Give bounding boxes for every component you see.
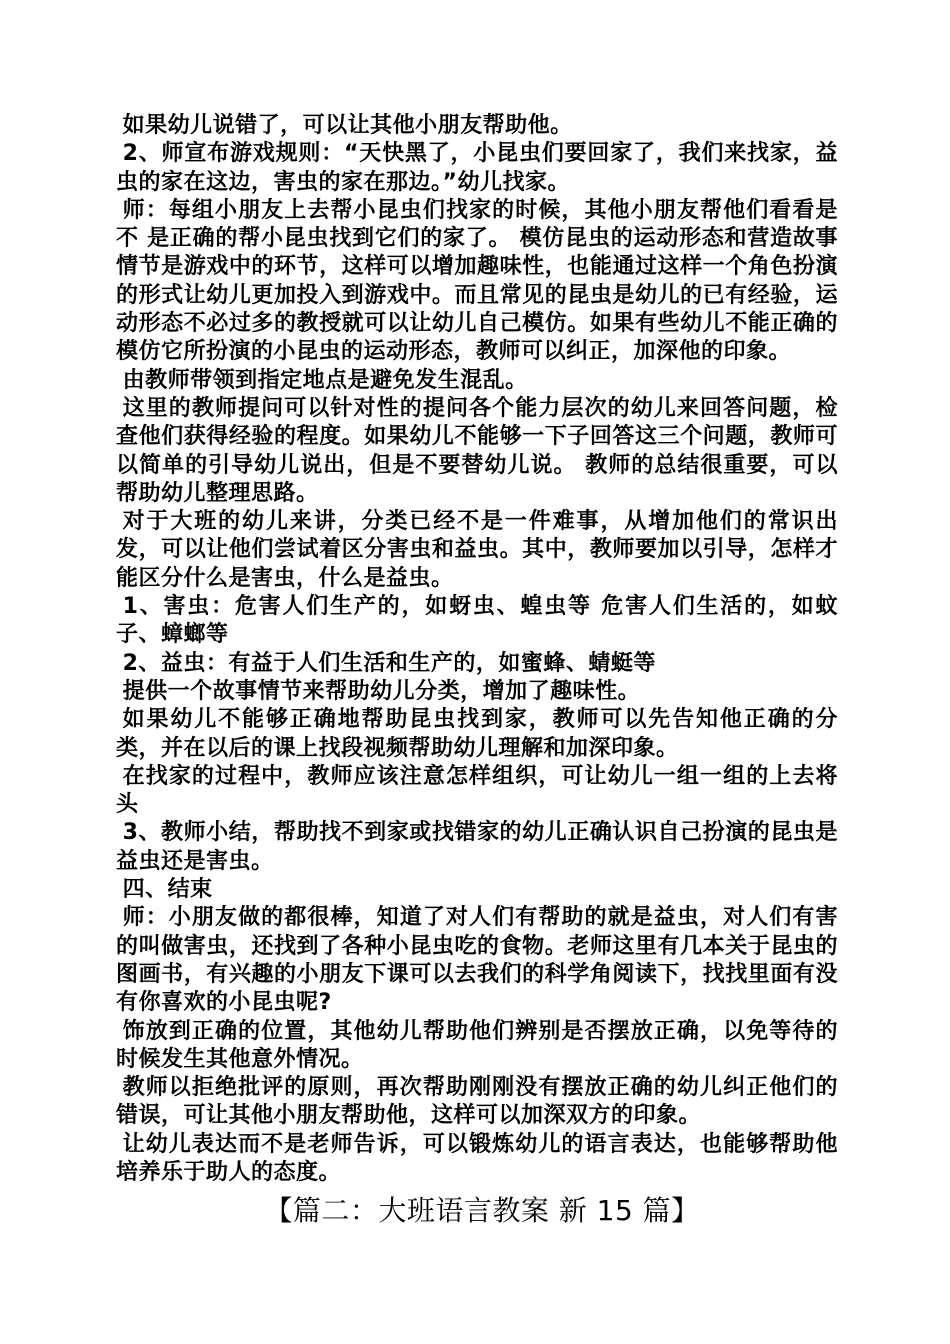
paragraph: 如果幼儿不能够正确地帮助昆虫找到家，教师可以先告知他正确的分类，并在以后的课上找段视频帮助幼儿理解和加深印象。	[116, 707, 838, 761]
paragraph: 这里的教师提问可以针对性的提问各个能力层次的幼儿来回答问题，检查他们获得经验的程度。如果幼儿不能够一下子回答这三个问题，教师可以简单的引导幼儿说出，但是不要替幼儿说。 教师的总结很重要，可以帮助幼儿整理思路。	[116, 395, 838, 506]
paragraph: 教师以拒绝批评的原则，再次帮助刚刚没有摆放正确的幼儿纠正他们的错误，可让其他小朋友帮助他，这样可以加深双方的印象。	[116, 1075, 838, 1129]
paragraph: 师：每组小朋友上去帮小昆虫们找家的时候，其他小朋友帮他们看看是不 是正确的帮小昆虫找到它们的家了。 模仿昆虫的运动形态和营造故事情节是游戏中的环节，这样可以增加趣味性，也能通过这样一个角色扮演的形式让幼儿更加投入到游戏中。而且常见的昆虫是幼儿的已有经验，运动形态不必过多的教授就可以让幼儿自己模仿。如果有些幼儿不能正确的模仿它所扮演的小昆虫的运动形态，教师可以纠正，加深他的印象。	[116, 197, 838, 365]
paragraph: 师：小朋友做的都很棒，知道了对人们有帮助的就是益虫，对人们有害的叫做害虫，还找到了各种小昆虫吃的食物。老师这里有几本关于昆虫的图画书，有兴趣的小朋友下课可以去我们的科学角阅读下，找找里面有没有你喜欢的小昆虫呢?	[116, 905, 838, 1016]
paragraph: 提供一个故事情节来帮助幼儿分类，增加了趣味性。	[122, 678, 641, 704]
paragraph: 如果幼儿说错了，可以让其他小朋友帮助他。	[122, 113, 573, 138]
paragraph: 2、师宣布游戏规则：“天快黑了，小昆虫们要回家了，我们来找家，益虫的家在这边，害虫的家在那边。”幼儿找家。	[116, 141, 838, 195]
paragraph: 由教师带领到指定地点是避免发生混乱。	[122, 367, 528, 393]
paragraph: 对于大班的幼儿来讲，分类已经不是一件难事，从增加他们的常识出发，可以让他们尝试着区分害虫和益虫。其中，教师要加以引导，怎样才能区分什么是害虫，什么是益虫。	[116, 509, 838, 591]
paragraph: 在找家的过程中，教师应该注意怎样组织，可让幼儿一组一组的上去将头	[116, 763, 838, 818]
document-body	[116, 112, 838, 1229]
paragraph: 3、教师小结，帮助找不到家或找错家的幼儿正确认识自己扮演的昆虫是益虫还是害虫。	[116, 820, 838, 874]
section-heading: 四、结束	[122, 877, 213, 903]
paragraph: 让幼儿表达而不是老师告诉，可以锻炼幼儿的语言表达，也能够帮助他培养乐于助人的态度。	[116, 1131, 838, 1185]
paragraph: 1、害虫：危害人们生产的，如蚜虫、蝗虫等 危害人们生活的，如蚊子、蟑螂等	[116, 594, 838, 648]
chapter-heading: 【篇二：大班语言教案 新 15 篇】	[264, 1194, 700, 1228]
paragraph: 饰放到正确的位置，其他幼儿帮助他们辨别是否摆放正确，以免等待的时候发生其他意外情况。	[116, 1018, 838, 1072]
paragraph: 2、益虫：有益于人们生活和生产的，如蜜蜂、蜻蜓等	[122, 650, 656, 676]
